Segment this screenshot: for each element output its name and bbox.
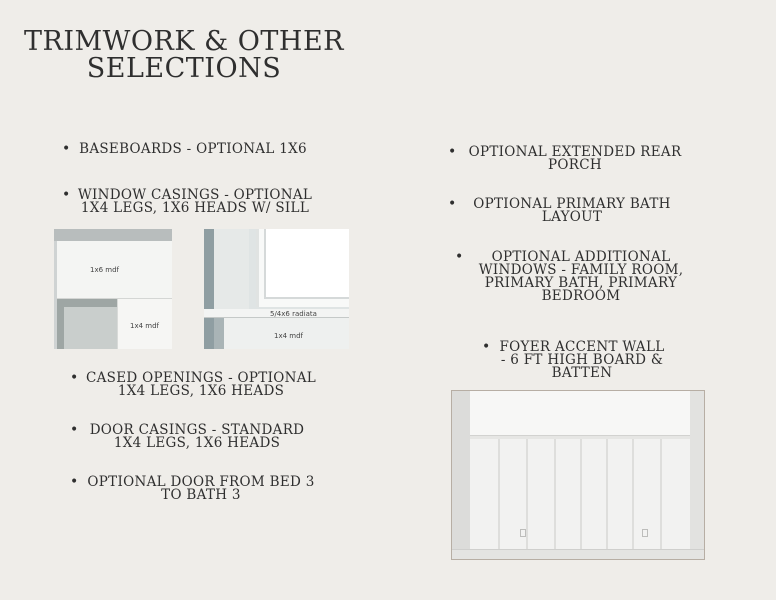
- list-item-rear-porch: • OPTIONAL EXTENDED REAR PORCH: [448, 144, 682, 173]
- list-item-additional-windows: • OPTIONAL ADDITIONAL WINDOWS - FAMILY ROOM, PRIMARY BATH, PRIMARY BEDROOM: [455, 249, 684, 304]
- list-item-window-casings: • WINDOW CASINGS - OPTIONAL 1X4 LEGS, 1X6 HEADS W/ SILL: [62, 187, 313, 216]
- bullet-icon: •: [70, 422, 79, 438]
- bullet-icon: •: [62, 141, 71, 157]
- bullet-icon: •: [455, 249, 464, 265]
- casing-corner-photo: [54, 229, 172, 349]
- apron-label: 1x4 mdf: [274, 332, 304, 340]
- list-item-door-bed3: • OPTIONAL DOOR FROM BED 3 TO BATH 3: [70, 474, 315, 503]
- title-line-1: TRIMWORK & OTHER: [24, 26, 344, 57]
- bullet-icon: •: [70, 370, 79, 386]
- title-line-2: SELECTIONS: [86, 53, 282, 84]
- bullet-icon: •: [70, 474, 79, 490]
- sill-label: 5/4x6 radiata: [270, 310, 317, 318]
- list-item-cased-openings: • CASED OPENINGS - OPTIONAL 1X4 LEGS, 1X6 HEADS: [70, 370, 317, 399]
- bullet-icon: •: [448, 196, 457, 212]
- bullet-icon: •: [482, 339, 491, 355]
- list-item-baseboards: • BASEBOARDS - OPTIONAL 1X6: [62, 141, 307, 157]
- casing-head-label: 1x6 mdf: [90, 266, 120, 274]
- list-item-primary-bath: • OPTIONAL PRIMARY BATH LAYOUT: [448, 196, 671, 225]
- page-title: [24, 28, 344, 82]
- list-item-foyer-wall: • FOYER ACCENT WALL - 6 FT HIGH BOARD & BATTEN: [482, 339, 665, 381]
- casing-leg-label: 1x4 mdf: [130, 322, 160, 330]
- window-sill-photo: [204, 229, 349, 349]
- bullet-icon: •: [62, 187, 71, 203]
- bullet-icon: •: [448, 144, 457, 160]
- list-item-door-casings: • DOOR CASINGS - STANDARD 1X4 LEGS, 1X6 HEADS: [70, 422, 305, 451]
- board-and-batten-photo: [451, 390, 705, 560]
